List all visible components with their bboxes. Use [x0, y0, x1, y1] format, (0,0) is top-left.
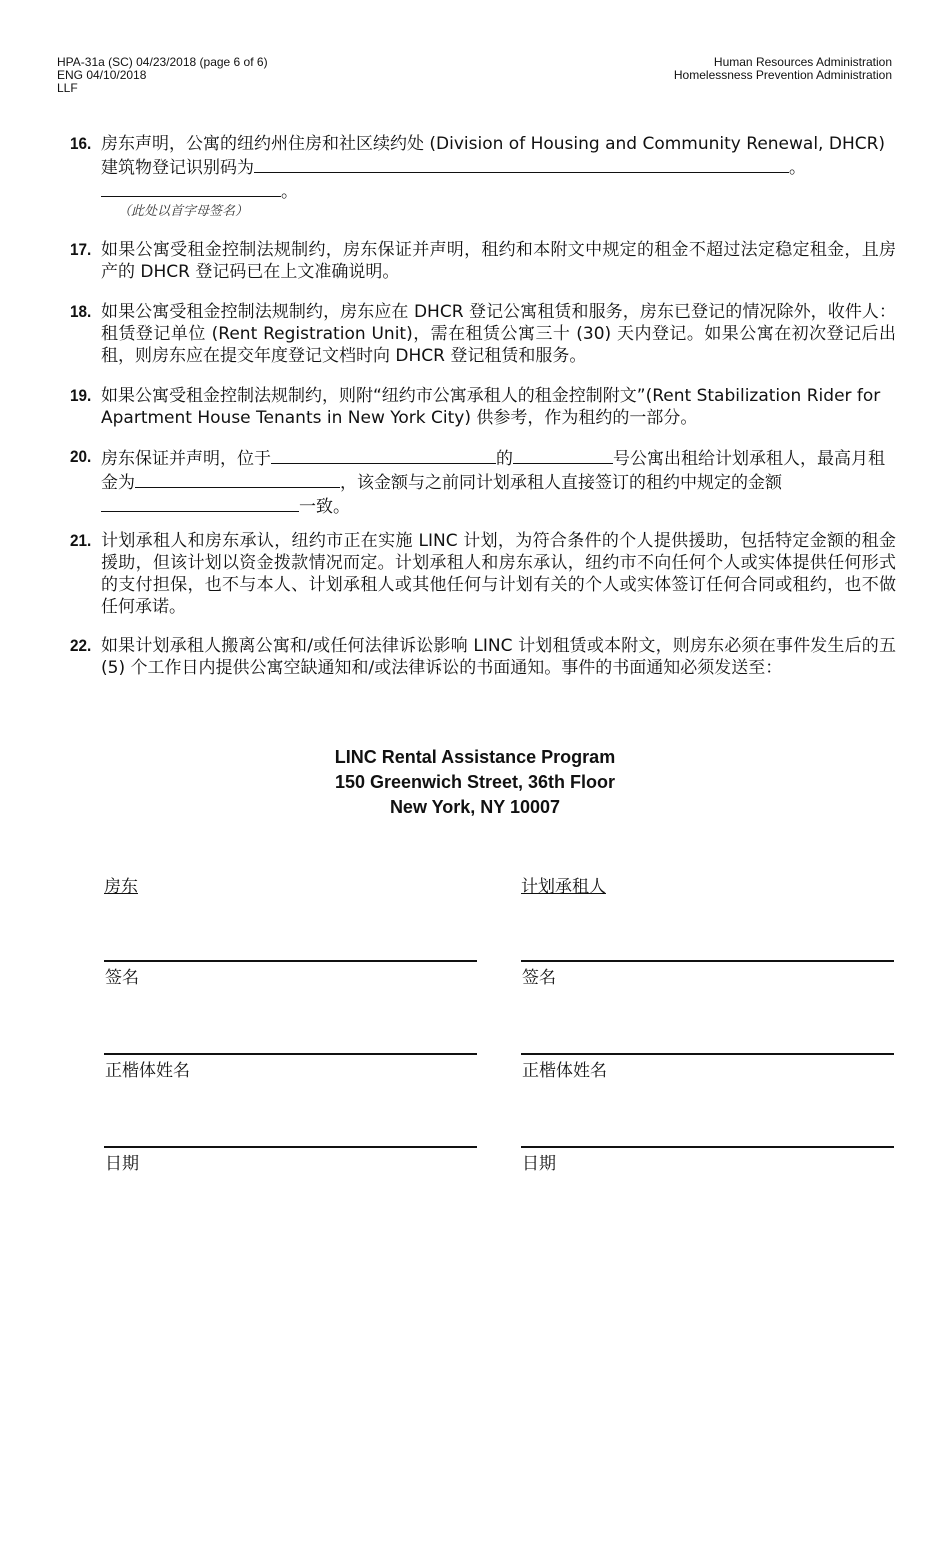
landlord-print-name-line[interactable]	[104, 1053, 477, 1055]
tenant-date-line[interactable]	[521, 1146, 894, 1148]
period: 。	[281, 182, 298, 202]
clause-text: 号公寓出租给计划承租人，最高月租金为	[101, 449, 885, 493]
form-number: HPA-31a (SC) 04/23/2018 (page 6 of 6)	[57, 55, 268, 69]
period: 。	[789, 158, 806, 178]
form-eng-date: ENG 04/10/2018	[57, 68, 147, 82]
landlord-date-label: 日期	[105, 1154, 139, 1174]
tenant-print-name-line[interactable]	[521, 1053, 894, 1055]
clause-text: 计划承租人和房东承认，纽约市正在实施 LINC 计划，为符合条件的个人提供援助，包括特定金额的租金援助，但该计划以资金拨款情况而定。计划承租人和房东承认，纽约市不向任何个人或实体提供任何形式的支付担保，也不与本人、计划承租人或其他任何与计划有关的个人或实体签订任何合同或租约，也不做任何承诺。	[101, 531, 896, 617]
clause-17	[70, 239, 896, 283]
agency-header	[674, 56, 892, 82]
landlord-print-name-label: 正楷体姓名	[105, 1061, 190, 1081]
clause-number: 18.	[70, 302, 92, 321]
landlord-signature-line[interactable]	[104, 960, 477, 962]
max-rent-blank[interactable]	[135, 470, 340, 488]
street-address: 150 Greenwich Street, 36th Floor	[334, 772, 616, 792]
program-name: LINC Rental Assistance Program	[334, 747, 616, 767]
prior-lease-amount-blank[interactable]	[101, 494, 299, 512]
clause-18	[70, 301, 896, 367]
clause-16	[70, 133, 896, 203]
clause-text: 房东保证并声明，位于	[101, 449, 271, 469]
clause-text: 如果计划承租人搬离公寓和/或任何法律诉讼影响 LINC 计划租赁或本附文，则房东必须在事件发生后的五 (5) 个工作日内提供公寓空缺通知和/或法律诉讼的书面通知。事件的书面通知必须发送至：	[101, 636, 896, 678]
tenant-signature-line[interactable]	[521, 960, 894, 962]
clause-number: 22.	[70, 636, 92, 655]
landlord-signature-label: 签名	[105, 968, 139, 988]
tenant-date-label: 日期	[522, 1154, 556, 1174]
tenant-signature-label: 签名	[522, 968, 556, 988]
clause-text: 如果公寓受租金控制法规制约，则附“纽约市公寓承租人的租金控制附文”(Rent Stabilization Rider for Apartment House Tenants in New York City) 供参考，作为租约的一部分。	[101, 386, 881, 428]
city-state-zip: New York, NY 10007	[389, 797, 561, 817]
clause-19	[70, 385, 896, 429]
form-id-header	[57, 56, 268, 95]
clause-21	[70, 530, 896, 618]
form-code: LLF	[57, 81, 78, 95]
landlord-heading: 房东	[104, 877, 138, 897]
apartment-number-blank[interactable]	[513, 446, 613, 464]
clause-text: ，该金额与之前同计划承租人直接签订的租约中规定的金额	[340, 473, 782, 493]
clause-number: 21.	[70, 531, 92, 550]
landlord-date-line[interactable]	[104, 1146, 477, 1148]
clause-number: 19.	[70, 386, 92, 405]
agency-division: Homelessness Prevention Administration	[673, 68, 892, 82]
initials-blank[interactable]	[101, 179, 281, 197]
clause-text: 如果公寓受租金控制法规制约，房东保证并声明，租约和本附文中规定的租金不超过法定稳定租金，且房产的 DHCR 登记码已在上文准确说明。	[101, 240, 896, 282]
clause-text: 房东声明，公寓的纽约州住房和社区续约处 (Division of Housing and Community Renewal, DHCR) 建筑物登记识别码为	[101, 134, 886, 178]
clause-text: 的	[496, 449, 513, 469]
address-blank[interactable]	[271, 446, 496, 464]
agency-name: Human Resources Administration	[713, 55, 892, 69]
clause-number: 20.	[70, 447, 92, 466]
tenant-heading: 计划承租人	[521, 877, 606, 897]
tenant-print-name-label: 正楷体姓名	[522, 1061, 607, 1081]
clause-number: 17.	[70, 240, 92, 259]
clause-number: 16.	[70, 134, 92, 153]
clause-text: 一致。	[299, 497, 350, 517]
clause-text: 如果公寓受租金控制法规制约，房东应在 DHCR 登记公寓租赁和服务，房东已登记的情况除外，收件人：租赁登记单位 (Rent Registration Unit)，需在租赁公寓三十 (30) 天内登记。如果公寓在初次登记后出租，则房东应在提交年度登记文档时向 DHCR 登记租赁和服务。	[101, 302, 896, 366]
mailing-address	[0, 745, 950, 820]
clause-20	[70, 446, 896, 518]
initials-note: （此处以首字母签名）	[118, 204, 249, 219]
dhcr-id-blank[interactable]	[254, 155, 789, 173]
clause-22	[70, 635, 896, 679]
